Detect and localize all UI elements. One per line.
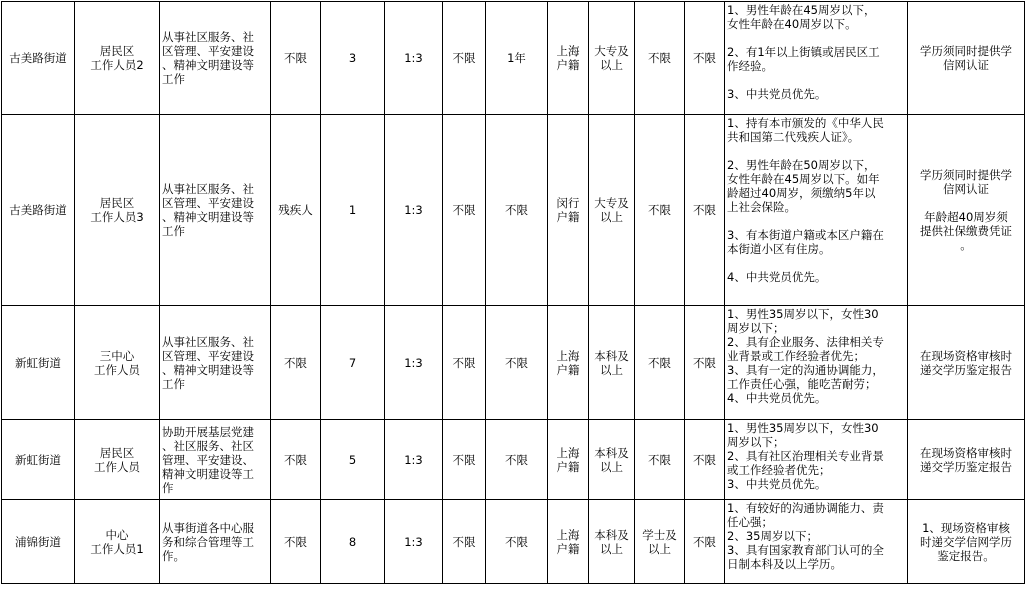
note-cell: 1、现场资格审核 时递交学信网学历 鉴定报告。	[908, 500, 1025, 584]
major-cell: 不限	[685, 420, 725, 500]
count-cell: 7	[321, 306, 385, 420]
hukou-cell: 上海 户籍	[548, 2, 589, 115]
experience-cell: 不限	[486, 115, 548, 306]
recruitment-table	[1, 1, 1025, 584]
unit-cell: 新虹街道	[2, 306, 75, 420]
education-cell: 本科及 以上	[589, 420, 635, 500]
experience-cell: 1年	[486, 2, 548, 115]
unit-cell: 古美路街道	[2, 115, 75, 306]
education-cell: 大专及 以上	[589, 2, 635, 115]
position-cell: 居民区 工作人员2	[75, 2, 160, 115]
education-cell: 本科及 以上	[589, 306, 635, 420]
education-cell: 大专及 以上	[589, 115, 635, 306]
duties-cell: 从事社区服务、社 区管理、平安建设 、精神文明建设等 工作	[160, 306, 271, 420]
note-cell: 在现场资格审核时 递交学历鉴定报告	[908, 420, 1025, 500]
count-cell: 1	[321, 115, 385, 306]
degree-cell: 不限	[635, 2, 685, 115]
position-cell: 三中心 工作人员	[75, 306, 160, 420]
position-cell: 居民区 工作人员3	[75, 115, 160, 306]
ratio-cell: 1:3	[385, 115, 443, 306]
position-cell: 中心 工作人员1	[75, 500, 160, 584]
major-cell: 不限	[685, 306, 725, 420]
unit-cell: 浦锦街道	[2, 500, 75, 584]
requirements-cell: 1、男性35周岁以下，女性30 周岁以下； 2、具有社区治理相关专业背景 或工作经验者优先； 3、中共党员优先。	[725, 420, 908, 500]
education-cell: 本科及 以上	[589, 500, 635, 584]
unit-cell: 古美路街道	[2, 2, 75, 115]
count-cell: 3	[321, 2, 385, 115]
age-cell: 不限	[443, 306, 486, 420]
target-cell: 不限	[271, 500, 321, 584]
note-cell: 学历须同时提供学 信网认证	[908, 2, 1025, 115]
age-cell: 不限	[443, 2, 486, 115]
age-cell: 不限	[443, 500, 486, 584]
target-cell: 不限	[271, 420, 321, 500]
hukou-cell: 上海 户籍	[548, 420, 589, 500]
major-cell: 不限	[685, 115, 725, 306]
duties-cell: 从事社区服务、社 区管理、平安建设 、精神文明建设等 工作	[160, 2, 271, 115]
degree-cell: 不限	[635, 306, 685, 420]
ratio-cell: 1:3	[385, 306, 443, 420]
position-cell: 居民区 工作人员	[75, 420, 160, 500]
target-cell: 不限	[271, 2, 321, 115]
table-row	[2, 306, 1025, 420]
major-cell: 不限	[685, 500, 725, 584]
unit-cell: 新虹街道	[2, 420, 75, 500]
duties-cell: 从事街道各中心服 务和综合管理等工 作。	[160, 500, 271, 584]
target-cell: 残疾人	[271, 115, 321, 306]
experience-cell: 不限	[486, 420, 548, 500]
hukou-cell: 闵行 户籍	[548, 115, 589, 306]
degree-cell: 不限	[635, 115, 685, 306]
age-cell: 不限	[443, 420, 486, 500]
ratio-cell: 1:3	[385, 2, 443, 115]
target-cell: 不限	[271, 306, 321, 420]
note-cell: 学历须同时提供学 信网认证 年龄超40周岁须 提供社保缴费凭证 。	[908, 115, 1025, 306]
hukou-cell: 上海 户籍	[548, 306, 589, 420]
hukou-cell: 上海 户籍	[548, 500, 589, 584]
experience-cell: 不限	[486, 306, 548, 420]
table-row	[2, 115, 1025, 306]
ratio-cell: 1:3	[385, 500, 443, 584]
requirements-cell: 1、有较好的沟通协调能力、责 任心强； 2、35周岁以下； 3、具有国家教育部门认可的全 日制本科及以上学历。	[725, 500, 908, 584]
table-row	[2, 500, 1025, 584]
requirements-cell: 1、持有本市颁发的《中华人民 共和国第二代残疾人证》。 2、男性年龄在50周岁以下， 女性年龄在45周岁以下。如年 龄超过40周岁，须缴纳5年以 上社会保险。 3、有本街道户籍或本区户籍在 本街道小区有住房。 4、中共党员优先。	[725, 115, 908, 306]
table-row	[2, 2, 1025, 115]
requirements-cell: 1、男性年龄在45周岁以下， 女性年龄在40周岁以下。 2、有1年以上街镇或居民区工 作经验。 3、中共党员优先。	[725, 2, 908, 115]
major-cell: 不限	[685, 2, 725, 115]
count-cell: 8	[321, 500, 385, 584]
count-cell: 5	[321, 420, 385, 500]
degree-cell: 学士及 以上	[635, 500, 685, 584]
requirements-cell: 1、男性35周岁以下，女性30 周岁以下； 2、具有企业服务、法律相关专 业背景或工作经验者优先； 3、具有一定的沟通协调能力， 工作责任心强，能吃苦耐劳； 4、中共党员优先。	[725, 306, 908, 420]
ratio-cell: 1:3	[385, 420, 443, 500]
experience-cell: 不限	[486, 500, 548, 584]
duties-cell: 从事社区服务、社 区管理、平安建设 、精神文明建设等 工作	[160, 115, 271, 306]
note-cell: 在现场资格审核时 递交学历鉴定报告	[908, 306, 1025, 420]
degree-cell: 不限	[635, 420, 685, 500]
age-cell: 不限	[443, 115, 486, 306]
duties-cell: 协助开展基层党建 、社区服务、社区 管理、平安建设、 精神文明建设等工 作	[160, 420, 271, 500]
table-row	[2, 420, 1025, 500]
